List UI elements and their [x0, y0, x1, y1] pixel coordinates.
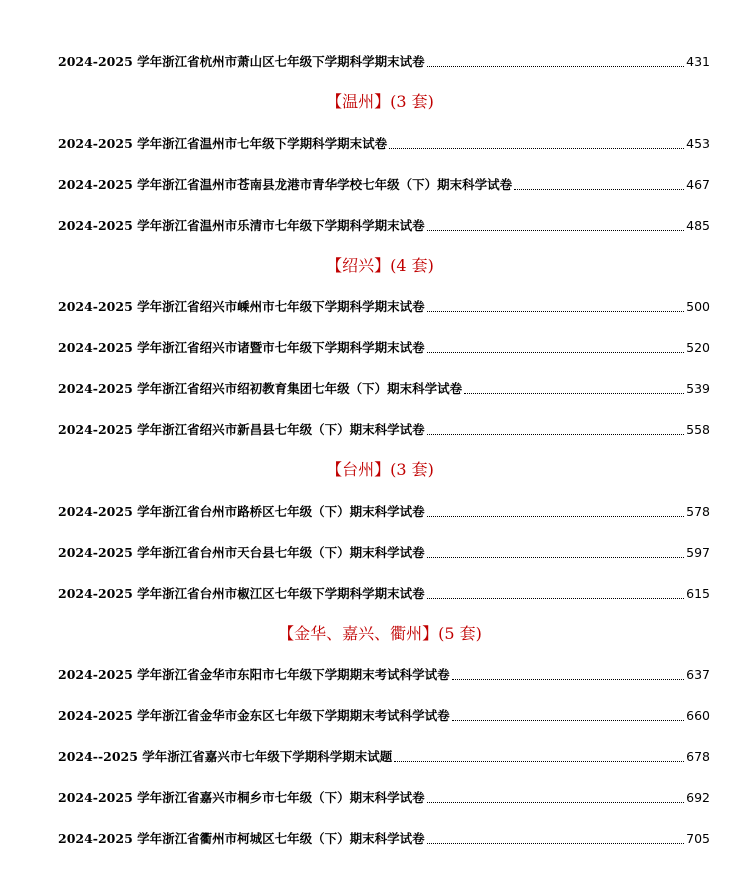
toc-entry[interactable]: [58, 828, 710, 848]
section-heading-wenzhou: 【温州】(3 套): [326, 92, 434, 111]
toc-dot-leader: [427, 598, 685, 599]
toc-dot-leader: [427, 66, 685, 67]
section-heading-jinhua-jiaxing-quzhou: 【金华、嘉兴、衢州】(5 套): [278, 624, 482, 643]
toc-entry-title: 2024-2025 学年浙江省绍兴市新昌县七年级（下）期末科学试卷: [58, 422, 425, 437]
toc-entry-title: 2024-2025 学年浙江省温州市七年级下学期科学期末试卷: [58, 136, 388, 151]
toc-entry[interactable]: [58, 296, 710, 316]
toc-entry-title: 2024-2025 学年浙江省衢州市柯城区七年级（下）期末科学试卷: [58, 831, 425, 846]
toc-page-number: 705: [686, 831, 710, 846]
toc-dot-leader: [514, 189, 684, 190]
toc-page-number: 597: [686, 545, 710, 560]
toc-entry-title: 2024--2025 学年浙江省嘉兴市七年级下学期科学期末试题: [58, 749, 393, 764]
toc-page-number: 558: [686, 422, 710, 437]
toc-page-number: 539: [686, 381, 710, 396]
toc-dot-leader: [427, 230, 685, 231]
toc-entry[interactable]: [58, 583, 710, 603]
toc-entry-title: 2024-2025 学年浙江省杭州市萧山区七年级下学期科学期末试卷: [58, 54, 425, 69]
toc-entry-title: 2024-2025 学年浙江省台州市天台县七年级（下）期末科学试卷: [58, 545, 425, 560]
toc-entry-title: 2024-2025 学年浙江省金华市东阳市七年级下学期期末考试科学试卷: [58, 667, 450, 682]
toc-page-number: 692: [686, 790, 710, 805]
toc-entry-title: 2024-2025 学年浙江省台州市椒江区七年级下学期科学期末试卷: [58, 586, 425, 601]
toc-dot-leader: [452, 720, 685, 721]
section-heading-shaoxing: 【绍兴】(4 套): [326, 256, 434, 275]
toc-entry[interactable]: [58, 419, 710, 439]
toc-entry[interactable]: [58, 705, 710, 725]
toc-dot-leader: [452, 679, 685, 680]
toc-page-number: 453: [686, 136, 710, 151]
toc-entry-title: 2024-2025 学年浙江省温州市乐清市七年级下学期科学期末试卷: [58, 218, 425, 233]
toc-entry-title: 2024-2025 学年浙江省嘉兴市桐乡市七年级（下）期末科学试卷: [58, 790, 425, 805]
toc-dot-leader: [427, 557, 685, 558]
toc-entry[interactable]: [58, 51, 710, 71]
toc-entry[interactable]: [58, 664, 710, 684]
toc-page-number: 637: [686, 667, 710, 682]
toc-entry[interactable]: [58, 133, 710, 153]
toc-entry-title: 2024-2025 学年浙江省绍兴市诸暨市七年级下学期科学期末试卷: [58, 340, 425, 355]
toc-entry-title: 2024-2025 学年浙江省温州市苍南县龙港市青华学校七年级（下）期末科学试卷: [58, 177, 513, 192]
toc-page-number: 485: [686, 218, 710, 233]
toc-page-number: 615: [686, 586, 710, 601]
toc-page-number: 578: [686, 504, 710, 519]
toc-dot-leader: [427, 434, 685, 435]
toc-entry[interactable]: [58, 215, 710, 235]
toc-dot-leader: [389, 148, 684, 149]
toc-entry[interactable]: [58, 746, 710, 766]
toc-dot-leader: [427, 352, 685, 353]
toc-entry-title: 2024-2025 学年浙江省台州市路桥区七年级（下）期末科学试卷: [58, 504, 425, 519]
toc-dot-leader: [427, 802, 685, 803]
toc-dot-leader: [427, 516, 685, 517]
toc-entry[interactable]: [58, 787, 710, 807]
toc-entry-title: 2024-2025 学年浙江省绍兴市嵊州市七年级下学期科学期末试卷: [58, 299, 425, 314]
toc-entry[interactable]: [58, 501, 710, 521]
toc-page-number: 431: [686, 54, 710, 69]
toc-page-number: 467: [686, 177, 710, 192]
toc-entry[interactable]: [58, 378, 710, 398]
toc-page-number: 678: [686, 749, 710, 764]
toc-dot-leader: [427, 311, 685, 312]
toc-dot-leader: [427, 843, 685, 844]
toc-page-number: 660: [686, 708, 710, 723]
toc-page-number: 520: [686, 340, 710, 355]
toc-page-number: 500: [686, 299, 710, 314]
toc-entry[interactable]: [58, 337, 710, 357]
toc-dot-leader: [394, 761, 684, 762]
section-heading-taizhou: 【台州】(3 套): [326, 460, 434, 479]
toc-entry[interactable]: [58, 174, 710, 194]
toc-entry-title: 2024-2025 学年浙江省绍兴市绍初教育集团七年级（下）期末科学试卷: [58, 381, 463, 396]
toc-entry-title: 2024-2025 学年浙江省金华市金东区七年级下学期期末考试科学试卷: [58, 708, 450, 723]
toc-entry[interactable]: [58, 542, 710, 562]
toc-dot-leader: [464, 393, 684, 394]
